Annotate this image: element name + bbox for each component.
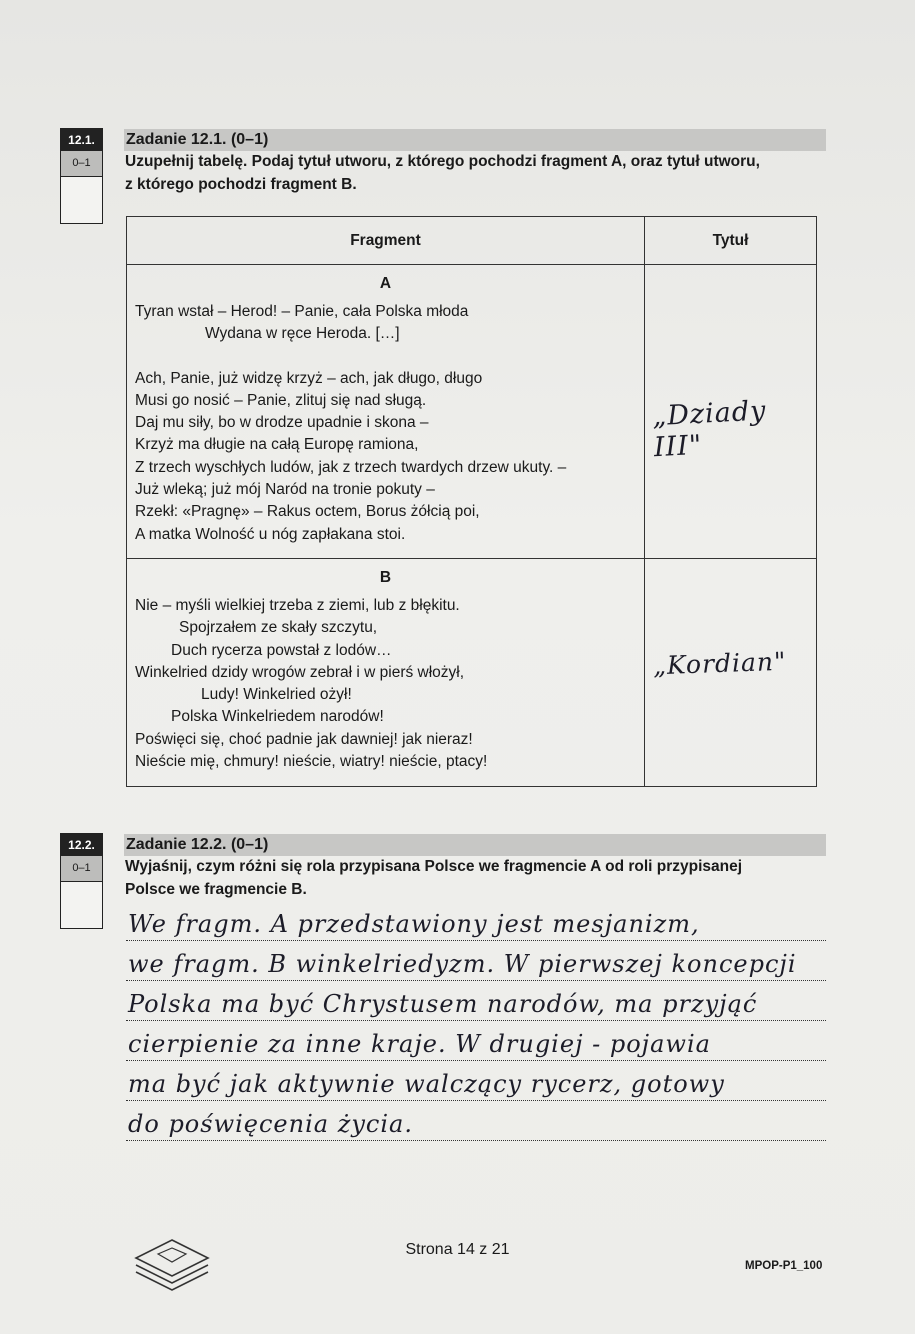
- handwritten-answer: we fragm. B winkelriedyzm. W pierwszej koncepcji: [128, 950, 797, 978]
- answer-line: [126, 906, 826, 941]
- instruction-line: Wyjaśnij, czym różni się rola przypisana Polsce we fragmencie A od roli przypisanej: [125, 858, 743, 875]
- instruction-line: Polsce we fragmencie B.: [125, 881, 307, 898]
- page-number: Strona 14 z 21: [405, 1241, 510, 1258]
- verse-line: Poświęci się, choć padnie jak dawniej! jak nieraz!: [135, 730, 473, 748]
- handwritten-title-a: „Dziady III": [651, 395, 768, 464]
- answer-line: [126, 946, 826, 981]
- answer-line: [126, 1106, 826, 1141]
- exam-code: MPOP-P1_100: [745, 1260, 823, 1272]
- task-points: 0–1: [61, 151, 102, 177]
- verse-line: Polska Winkelriedem narodów!: [171, 708, 384, 726]
- answer-line: [126, 1066, 826, 1101]
- handwritten-answer: do poświęcenia życia.: [128, 1110, 413, 1138]
- verse-line: Winkelried dzidy wrogów zebrał i w pierś włożył,: [135, 663, 465, 681]
- verse-line: Spojrzałem ze skały szczytu,: [179, 619, 378, 637]
- verse-line: Już wleką; już mój Naród na tronie pokuty –: [135, 481, 435, 499]
- handwritten-answer: Polska ma być Chrystusem narodów, ma przyjąć: [128, 990, 758, 1018]
- task-header: Zadanie 12.2. (0–1): [124, 834, 826, 856]
- verse-line: Krzyż ma długie na całą Europę ramiona,: [135, 436, 419, 454]
- task-points: 0–1: [61, 856, 102, 882]
- verse-line: Wydana w ręce Heroda. […]: [205, 325, 400, 343]
- task-number: 12.1.: [61, 129, 102, 151]
- verse-line: Rzekł: «Pragnę» – Rakus octem, Borus żółcią poi,: [135, 503, 480, 521]
- score-field[interactable]: [61, 882, 102, 928]
- task-instruction: [125, 855, 825, 901]
- score-field[interactable]: [61, 177, 102, 223]
- handwritten-answer: ma być jak aktywnie walczący rycerz, gotowy: [128, 1070, 725, 1098]
- score-box-12-1: [60, 128, 103, 224]
- verse-line: Daj mu siły, bo w drodze upadnie i skona –: [135, 414, 429, 432]
- fragment-label: A: [379, 275, 392, 292]
- verse-line: Duch rycerza powstał z lodów…: [171, 641, 392, 659]
- handwritten-answer: cierpienie za inne kraje. W drugiej - pojawia: [128, 1030, 711, 1058]
- title-a-cell[interactable]: [645, 265, 817, 559]
- verse-line: A matka Wolność u nóg zapłakana stoi.: [135, 525, 406, 543]
- fragment-label: B: [379, 569, 392, 586]
- verse-line: Musi go nosić – Panie, zlituj się nad sługą.: [135, 391, 427, 409]
- score-box-12-2: [60, 833, 103, 929]
- verse-line: Ludy! Winkelried ożył!: [201, 686, 352, 704]
- handwritten-title-b: „Kordian": [652, 646, 787, 681]
- instruction-line: z którego pochodzi fragment B.: [125, 176, 357, 193]
- handwritten-answer: We fragm. A przedstawiony jest mesjanizm,: [128, 910, 700, 938]
- verse-line: Z trzech wyschłych ludów, jak z trzech twardych drzew ukuty. –: [135, 458, 567, 476]
- column-header-title: Tytuł: [645, 217, 817, 265]
- task-header: Zadanie 12.1. (0–1): [124, 129, 826, 151]
- verse-line: Nieście mię, chmury! nieście, wiatry! nieście, ptacy!: [135, 753, 488, 771]
- task-instruction: [125, 150, 825, 196]
- fragment-b-cell: [127, 559, 645, 787]
- title-b-cell[interactable]: [645, 559, 817, 787]
- task-number: 12.2.: [61, 834, 102, 856]
- instruction-line: Uzupełnij tabelę. Podaj tytuł utworu, z którego pochodzi fragment A, oraz tytuł utworu,: [125, 153, 760, 170]
- column-header-fragment: Fragment: [127, 217, 645, 265]
- fragment-table: [126, 216, 817, 787]
- verse-line: Nie – myśli wielkiej trzeba z ziemi, lub z błękitu.: [135, 597, 460, 614]
- answer-line: [126, 986, 826, 1021]
- verse-line: Tyran wstał – Herod! – Panie, cała Polska młoda: [135, 303, 469, 320]
- fragment-a-cell: [127, 265, 645, 559]
- verse-line: Ach, Panie, już widzę krzyż – ach, jak długo, długo: [135, 369, 483, 387]
- answer-line: [126, 1026, 826, 1061]
